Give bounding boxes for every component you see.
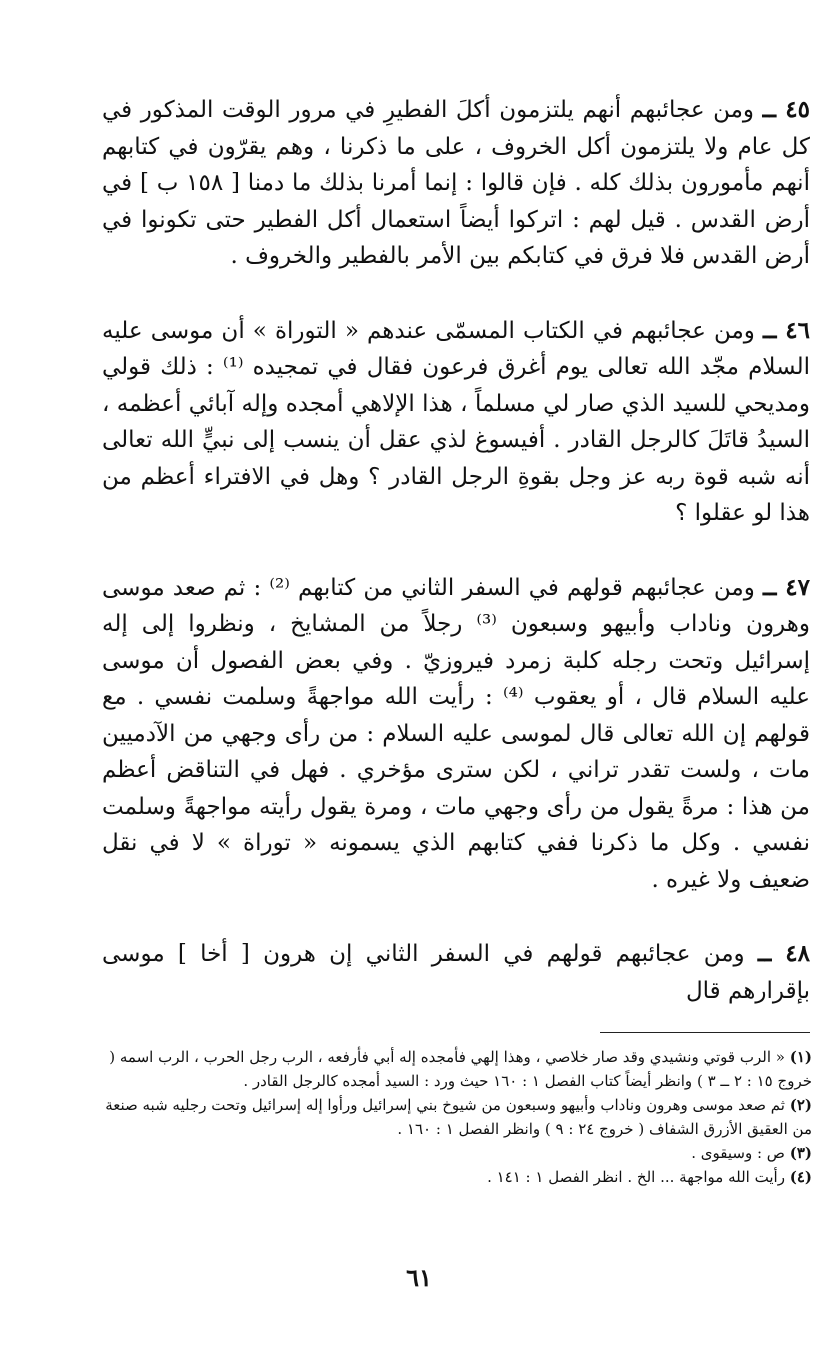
footnote-mark: (٢) bbox=[789, 1096, 812, 1114]
footnote-2 bbox=[92, 1093, 812, 1141]
footnote-4 bbox=[92, 1165, 812, 1189]
paragraph-47 bbox=[102, 570, 810, 899]
footnote-mark: (٣) bbox=[789, 1144, 812, 1162]
paragraph-number: ٤٦ ــ bbox=[763, 316, 810, 344]
paragraph-45 bbox=[102, 92, 810, 275]
paragraph-46 bbox=[102, 313, 810, 532]
paragraph-48 bbox=[102, 936, 810, 1009]
page-number: ٦١ bbox=[406, 1263, 432, 1292]
footnote-mark: (١) bbox=[789, 1048, 812, 1066]
paragraph-text: ومن عجائبهم أنهم يلتزمون أكلَ الفطيرِ في مرور الوقت المذكور في كل عام ولا يلتزمون أكل الخروف ، على ما ذكرنا ، وهم يقرّون في كتابهم أنهم مأمورون بذلك كله . فإن قالوا : إنما أمرنا بذلك ما دمنا [ ١٥٨ ب ] في أرض القدس . قيل لهم : اتركوا أيضاً استعمال أكل الفطير حتى تكونوا في أرض القدس فلا فرق في كتابكم بين الأمر بالفطير والخروف . bbox=[102, 97, 810, 269]
paragraph-text: ومن عجائبهم في الكتاب المسمّى عندهم « التوراة » أن موسى عليه السلام مجّد الله تعالى يوم أغرق فرعون فقال في تمجيده ⁽¹⁾ : ذلك قولي ومديحي للسيد الذي صار لي مسلماً ، هذا الإلاهي أمجده وإله آبائي أعظمه ، السيدُ قاتَلَ كالرجل القادر . أفيسوغ لذي عقل أن ينسب إلى نبيٍّ الله تعالى أنه شبه قوة ربه عز وجل بقوةِ الرجل القادر ؟ وهل في الافتراء أعظم من هذا لو عقلوا ؟ bbox=[102, 317, 810, 526]
footnote-divider bbox=[600, 1032, 810, 1033]
footnote-text: ص : وسيقوى . bbox=[691, 1144, 785, 1162]
footnote-3 bbox=[92, 1141, 812, 1165]
footnote-mark: (٤) bbox=[789, 1168, 812, 1186]
paragraph-number: ٤٧ ــ bbox=[762, 573, 811, 601]
paragraph-text: ومن عجائبهم قولهم في السفر الثاني من كتابهم ⁽²⁾ : ثم صعد موسى وهرون وناداب وأبيهو وسبعون ⁽³⁾ رجلاً من المشايخ ، ونظروا إلى إله إسرائيل وتحت رجله كلبة زمرد فيروزيّ . وفي بعض الفصول أن موسى عليه السلام قال ، أو يعقوب ⁽⁴⁾ : رأيت الله مواجهةً وسلمت نفسي . مع قولهم إن الله تعالى قال لموسى عليه السلام : من رأى وجهي من الآدميين مات ، ولست تقدر تراني ، لكن سترى مؤخري . فهل في التناقض أعظم من هذا : مرةً يقول من رأى وجهي مات ، ومرة يقول رأيته مواجهةً وسلمت نفسي . وكل ما ذكرنا ففي كتابهم الذي يسمونه « توراة » لا في نقل ضعيف ولا غيره . bbox=[102, 574, 810, 893]
footnote-text: ثم صعد موسى وهرون وناداب وأبيهو وسبعون من شيوخ بني إسرائيل ورأوا إله إسرائيل وتحت رجليه شبه صنعة من العقيق الأزرق الشفاف ( خروج ٢٤ : ٩ ) وانظر الفصل ١ : ١٦٠ . bbox=[105, 1096, 812, 1138]
footnote-1 bbox=[92, 1045, 812, 1093]
paragraph-number: ٤٥ ــ bbox=[762, 96, 810, 123]
footnote-text: « الرب قوتي ونشيدي وقد صار خلاصي ، وهذا إلهي فأمجده إله أبي فأرفعه ، الرب رجل الحرب ، الرب اسمه ( خروج ١٥ : ٢ ــ ٣ ) وانظر أيضاً كتاب الفصل ١ : ١٦٠ حيث ورد : السيد أمجده كالرجل القادر . bbox=[109, 1048, 812, 1090]
paragraph-text: ومن عجائبهم قولهم في السفر الثاني إن هرون [ أخا ] موسى بإقرارهم قال bbox=[102, 941, 810, 1004]
footnotes bbox=[92, 1045, 812, 1189]
main-text bbox=[102, 92, 810, 1009]
footnote-text: رأيت الله مواجهة ... الخ . انظر الفصل ١ : ١٤١ . bbox=[487, 1168, 785, 1186]
paragraph-number: ٤٨ ــ bbox=[757, 940, 811, 967]
